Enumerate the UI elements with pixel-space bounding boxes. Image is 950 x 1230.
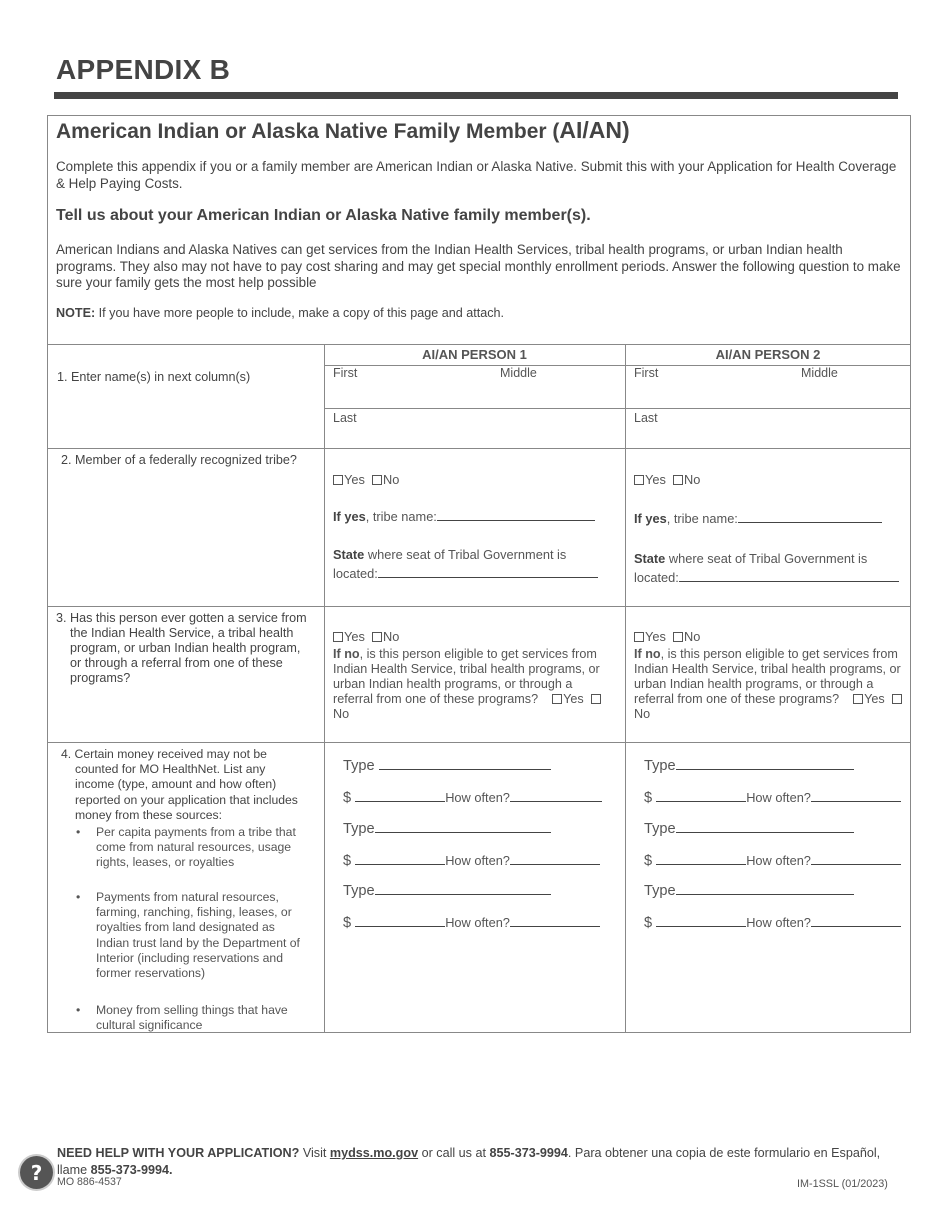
p2-located	[634, 570, 899, 585]
help-question-icon: ?	[20, 1156, 53, 1189]
footer-help-bold: NEED HELP WITH YOUR APPLICATION?	[57, 1146, 300, 1160]
q4-bullet-1	[76, 825, 308, 871]
p1-eligible-yes-checkbox[interactable]	[552, 694, 562, 704]
p1-tribe-no-label: No	[383, 472, 400, 487]
footer-help-text	[57, 1145, 897, 1179]
p1-income-type-2	[343, 821, 551, 837]
type-label: Type	[644, 821, 676, 837]
p2-eligible-yes-label: Yes	[864, 692, 885, 706]
p1-how-often-3-field[interactable]	[510, 915, 600, 927]
note-label: NOTE:	[56, 306, 96, 320]
form-number: MO 886-4537	[57, 1176, 122, 1188]
p2-income-amount-1	[644, 790, 901, 806]
p2-eligible-yes-checkbox[interactable]	[853, 694, 863, 704]
p1-amount-3-field[interactable]	[355, 915, 445, 927]
p2-type-1-field[interactable]	[676, 758, 854, 770]
dollar-label: $	[343, 790, 352, 806]
p2-type-3-field[interactable]	[676, 883, 854, 895]
column-divider-1	[324, 344, 325, 1033]
p1-if-yes-text: , tribe name:	[365, 509, 437, 524]
p1-tribe-name-field[interactable]	[437, 509, 595, 521]
column-header-person-1: AI/AN PERSON 1	[422, 347, 527, 362]
section-title-main: American Indian or Alaska Native Family Member (	[56, 120, 560, 143]
p2-eligibility-question	[634, 647, 904, 722]
dollar-label: $	[644, 853, 653, 869]
row2-bottom-line	[47, 606, 911, 607]
p2-if-yes-bold: If yes	[634, 511, 667, 526]
p1-tribe-yesno	[333, 472, 399, 487]
p2-income-amount-3	[644, 915, 901, 931]
section-title-close: )	[622, 117, 630, 143]
p2-how-often-1-field[interactable]	[811, 790, 901, 802]
name-row-mid-line	[324, 408, 911, 409]
p2-income-type-1	[644, 758, 854, 774]
p1-state-text: where seat of Tribal Government is	[364, 547, 567, 562]
p1-middle-label: Middle	[500, 366, 537, 380]
p1-located-field[interactable]	[378, 566, 598, 578]
p2-last-label: Last	[634, 411, 658, 425]
bullet-marker: •	[76, 890, 81, 904]
p1-type-1-field[interactable]	[379, 758, 551, 770]
p2-service-no-label: No	[684, 629, 701, 644]
p1-service-no-label: No	[383, 629, 400, 644]
p2-eligible-no-label: No	[634, 707, 651, 721]
p1-service-yes-label: Yes	[344, 629, 365, 644]
p1-eligible-yes-label: Yes	[563, 692, 584, 706]
dollar-label: $	[644, 790, 653, 806]
p1-first-middle-field[interactable]	[325, 380, 624, 407]
footer-call-text: or call us at	[418, 1146, 490, 1160]
p2-tribe-yes-checkbox[interactable]	[634, 475, 644, 485]
column-divider-2	[625, 344, 626, 1033]
p2-amount-3-field[interactable]	[656, 915, 746, 927]
p2-tribe-yesno	[634, 472, 700, 487]
p2-income-type-2	[644, 821, 854, 837]
p2-if-yes-text: , tribe name:	[666, 511, 738, 526]
p1-income-amount-3	[343, 915, 600, 931]
p2-service-yes-label: Yes	[645, 629, 666, 644]
p2-state-text: where seat of Tribal Government is	[665, 551, 868, 566]
p1-service-yesno	[333, 629, 399, 644]
p1-income-amount-1	[343, 790, 602, 806]
p1-if-no-bold: If no	[333, 647, 360, 661]
p2-service-yes-checkbox[interactable]	[634, 632, 644, 642]
p2-how-often-3-field[interactable]	[811, 915, 901, 927]
q4-bullet-3-text: Money from selling things that have cultural significance	[96, 1003, 288, 1033]
p2-state-label	[634, 551, 867, 566]
p1-income-type-1	[343, 758, 551, 774]
p1-service-yes-checkbox[interactable]	[333, 632, 343, 642]
p2-if-no-text: , is this person eligible to get services from Indian Health Service, tribal health programs, or urban Indian health programs, or through a referral from one of these programs?	[634, 647, 901, 706]
p2-first-label: First	[634, 366, 659, 380]
section-subheading: Tell us about your American Indian or Alaska Native family member(s).	[56, 207, 591, 224]
p2-tribe-no-label: No	[684, 472, 701, 487]
question-1: 1. Enter name(s) in next column(s)	[57, 370, 251, 384]
p1-tribe-name	[333, 509, 595, 524]
type-label: Type	[343, 883, 375, 899]
dollar-label: $	[343, 853, 352, 869]
appendix-title: APPENDIX B	[56, 54, 231, 85]
row1-bottom-line	[47, 448, 911, 449]
question-3	[56, 611, 314, 686]
p2-tribe-yes-label: Yes	[645, 472, 666, 487]
p1-eligible-no-checkbox[interactable]	[591, 694, 601, 704]
p2-state-bold: State	[634, 551, 666, 566]
bullet-marker: •	[76, 1003, 81, 1017]
p1-income-type-3	[343, 883, 551, 899]
p1-located-label: located:	[333, 566, 378, 581]
how-often-label: How often?	[746, 790, 811, 805]
row3-bottom-line	[47, 742, 911, 743]
explanation-text: American Indians and Alaska Natives can get services from the Indian Health Services, tribal health programs, or urban Indian health programs. They also may not have to pay cost sharing and may get special monthly enrollment periods. Answer the following question to make sure your family gets the most help possible	[56, 242, 901, 290]
section-title-abbr: AI/AN	[559, 117, 623, 143]
p1-how-often-1-field[interactable]	[510, 790, 602, 802]
section-title	[56, 117, 630, 144]
p2-tribe-name	[634, 511, 882, 526]
p1-income-amount-2	[343, 853, 600, 869]
p1-first-label: First	[333, 366, 358, 380]
question-4-intro: 4. Certain money received may not be counted for MO HealthNet. List any income (type, amount and how often) reported on your application that includes money from these sources:	[61, 747, 298, 822]
form-code: IM-1SSL (01/2023)	[797, 1178, 888, 1190]
column-header-person-2: AI/AN PERSON 2	[715, 347, 821, 362]
p2-service-no-checkbox[interactable]	[673, 632, 683, 642]
p2-first-middle-field[interactable]	[626, 380, 910, 407]
question-2-text: 2. Member of a federally recognized tribe?	[61, 453, 297, 467]
type-label: Type	[644, 758, 676, 774]
p2-amount-2-field[interactable]	[656, 853, 746, 865]
q4-bullet-2-text: Payments from natural resources, farming, ranching, fishing, leases, or royalties from land designated as Indian trust land by the Department of Interior (including reservations and former reservations)	[96, 890, 300, 981]
how-often-label: How often?	[445, 853, 510, 868]
p1-tribe-yes-label: Yes	[344, 472, 365, 487]
q4-bullet-2	[76, 890, 308, 981]
p1-eligibility-question	[333, 647, 613, 722]
how-often-label: How often?	[445, 915, 510, 930]
how-often-label: How often?	[746, 853, 811, 868]
p2-located-field[interactable]	[679, 570, 899, 582]
intro-text: Complete this appendix if you or a family member are American Indian or Alaska Native. Submit this with your Application for Health Coverage & Help Paying Costs.	[56, 159, 897, 191]
header-rule	[54, 92, 898, 99]
p1-how-often-2-field[interactable]	[510, 853, 600, 865]
type-label: Type	[343, 758, 375, 774]
dollar-label: $	[644, 915, 653, 931]
p1-amount-1-field[interactable]	[355, 790, 445, 802]
p2-eligible-no-checkbox[interactable]	[892, 694, 902, 704]
p1-if-no-text: , is this person eligible to get services from Indian Health Service, tribal health programs, or urban Indian health programs, or through a referral from one of these programs?	[333, 647, 600, 706]
p2-how-often-2-field[interactable]	[811, 853, 901, 865]
question-3-text: 3. Has this person ever gotten a service from the Indian Health Service, a tribal health program, or urban Indian health program, or through a referral from one of these programs?	[56, 611, 307, 685]
footer-website-link[interactable]: mydss.mo.gov	[329, 1146, 419, 1160]
p1-service-no-checkbox[interactable]	[372, 632, 382, 642]
q4-bullet-1-text: Per capita payments from a tribe that come from natural resources, usage rights, leases, or royalties	[96, 825, 296, 870]
table-top-line	[47, 344, 911, 345]
p1-if-yes-bold: If yes	[333, 509, 366, 524]
p1-eligible-no-label: No	[333, 707, 350, 721]
footer-phone: 855-373-9994	[489, 1146, 568, 1160]
type-label: Type	[644, 883, 676, 899]
p1-type-2-field[interactable]	[375, 821, 551, 833]
p2-middle-label: Middle	[801, 366, 838, 380]
p2-income-amount-2	[644, 853, 901, 869]
p2-service-yesno	[634, 629, 700, 644]
p1-state-bold: State	[333, 547, 365, 562]
footer-visit-text: Visit	[299, 1146, 330, 1160]
p2-tribe-name-field[interactable]	[738, 511, 882, 523]
p2-tribe-no-checkbox[interactable]	[673, 475, 683, 485]
q4-bullet-3	[76, 1003, 308, 1033]
p1-located	[333, 566, 598, 581]
p2-located-label: located:	[634, 570, 679, 585]
question-4	[61, 747, 306, 823]
p2-income-type-3	[644, 883, 854, 899]
type-label: Type	[343, 821, 375, 837]
p2-amount-1-field[interactable]	[656, 790, 746, 802]
p1-amount-2-field[interactable]	[355, 853, 445, 865]
p1-tribe-yes-checkbox[interactable]	[333, 475, 343, 485]
footer-spanish-text: . Para obtener una copia de este formulario en Español, llame	[57, 1146, 881, 1177]
p1-last-label: Last	[333, 411, 357, 425]
note-body: If you have more people to include, make a copy of this page and attach.	[95, 306, 505, 320]
bullet-marker: •	[76, 825, 81, 839]
dollar-label: $	[343, 915, 352, 931]
p1-type-3-field[interactable]	[375, 883, 551, 895]
how-often-label: How often?	[445, 790, 510, 805]
p1-last-field[interactable]	[325, 425, 624, 447]
p2-if-no-bold: If no	[634, 647, 661, 661]
question-2	[61, 453, 301, 468]
p1-state-label	[333, 547, 566, 562]
how-often-label: How often?	[746, 915, 811, 930]
p2-last-field[interactable]	[626, 425, 910, 447]
p1-tribe-no-checkbox[interactable]	[372, 475, 382, 485]
footer-phone-2: 855-373-9994.	[90, 1163, 173, 1177]
p2-type-2-field[interactable]	[676, 821, 854, 833]
note-text	[56, 306, 504, 320]
